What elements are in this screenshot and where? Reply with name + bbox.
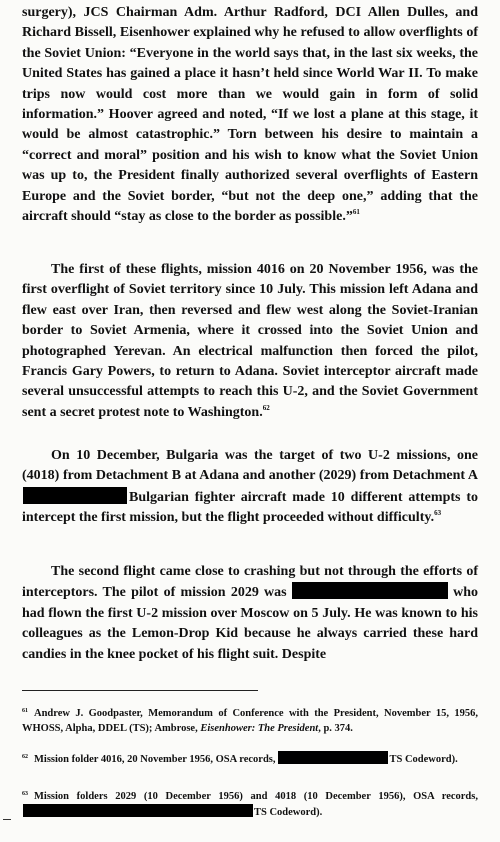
footnote-ref-63[interactable]: 63 xyxy=(434,509,442,518)
paragraph-3-text-b: Bulgarian fighter aircraft made 10 different attempts to intercept the first mission, but the flight proceeded without difficulty. xyxy=(22,489,478,526)
paragraph-3-text-a: On 10 December, Bulgaria was the target of two U-2 missions, one (4018) from Detachment B at Adana and another (2029) from Detachment A xyxy=(22,448,478,484)
paragraph-2 xyxy=(22,260,478,423)
footnote-number: 63 xyxy=(22,791,28,797)
footnote-tail: TS Codeword). xyxy=(254,807,323,818)
paragraph-1-text: surgery), JCS Chairman Adm. Arthur Radford, DCI Allen Dulles, and Richard Bissell, Eisenhower explained why he refused to allow overflights of the Soviet Union: “Everyone in the world says that, in the last six weeks, the United States has gained a place it hasn’t held since World War II. To make trips now would cost more than we would gain in form of solid information.” Hoover agreed and noted, “If we lost a plane at this stage, it would be almost catastrophic.” Torn between his desire to maintain a “correct and moral” position and his wish to know what the Soviet Union was up to, the President finally authorized several overflights of Eastern Europe and the Soviet border, “but not the deep one,” adding that the aircraft should “stay as close to the border as possible.” xyxy=(22,5,478,225)
footnote-ref-61[interactable]: 61 xyxy=(352,208,360,217)
footnote-text: Mission folders 2029 (10 December 1956) and 4018 (10 December 1956), OSA records, xyxy=(34,791,478,802)
redaction-block xyxy=(278,751,388,764)
footnote-separator xyxy=(22,690,258,691)
paragraph-3 xyxy=(22,446,478,529)
paragraph-1 xyxy=(22,3,478,227)
paragraph-4-text-b: who had flown the first U-2 mission over Moscow on 5 July. He was known to his colleagues as the Lemon-Drop Kid because he always carried these hard candies in the knee pocket of his flight suit. Despite xyxy=(22,585,478,662)
footnote-ref-62[interactable]: 62 xyxy=(262,403,270,412)
paragraph-2-text: The first of these flights, mission 4016 on 20 November 1956, was the first overflight of Soviet territory since 10 July. This mission left Adana and flew east over Iran, then reversed and flew west along the Soviet-Iranian border to Soviet Armenia, where it crossed into the Soviet Union and photographed Yerevan. An electrical malfunction then forced the pilot, Francis Gary Powers, to return to Adana. Soviet interceptor aircraft made several unsuccessful attempts to reach this U-2, and the Soviet Government sent a secret protest note to Washington. xyxy=(22,262,478,420)
footnote-text: Andrew J. Goodpaster, Memorandum of Conference with the President, November 15, 1956, WHOSS, Alpha, DDEL (TS); Ambrose, xyxy=(22,708,478,734)
margin-scan-mark xyxy=(3,819,11,820)
footnote-book-title: Eisenhower: The President xyxy=(200,723,319,734)
redaction-block xyxy=(23,804,253,817)
redaction-block xyxy=(292,582,448,599)
paragraph-4 xyxy=(22,562,478,665)
paragraph-4-text-a: The second flight came close to crashing but not through the efforts of interceptors. The pilot of mission 2029 was xyxy=(22,564,478,601)
footnote-62 xyxy=(22,751,478,767)
footnote-63 xyxy=(22,789,478,820)
footnote-tail: , p. 374. xyxy=(318,723,353,734)
footnote-number: 61 xyxy=(22,708,28,714)
footnote-61 xyxy=(22,706,478,736)
footnote-number: 62 xyxy=(22,754,28,760)
footnote-tail: TS Codeword). xyxy=(389,754,458,765)
redaction-block xyxy=(23,487,127,504)
footnote-text: Mission folder 4016, 20 November 1956, OSA records, xyxy=(34,754,276,765)
